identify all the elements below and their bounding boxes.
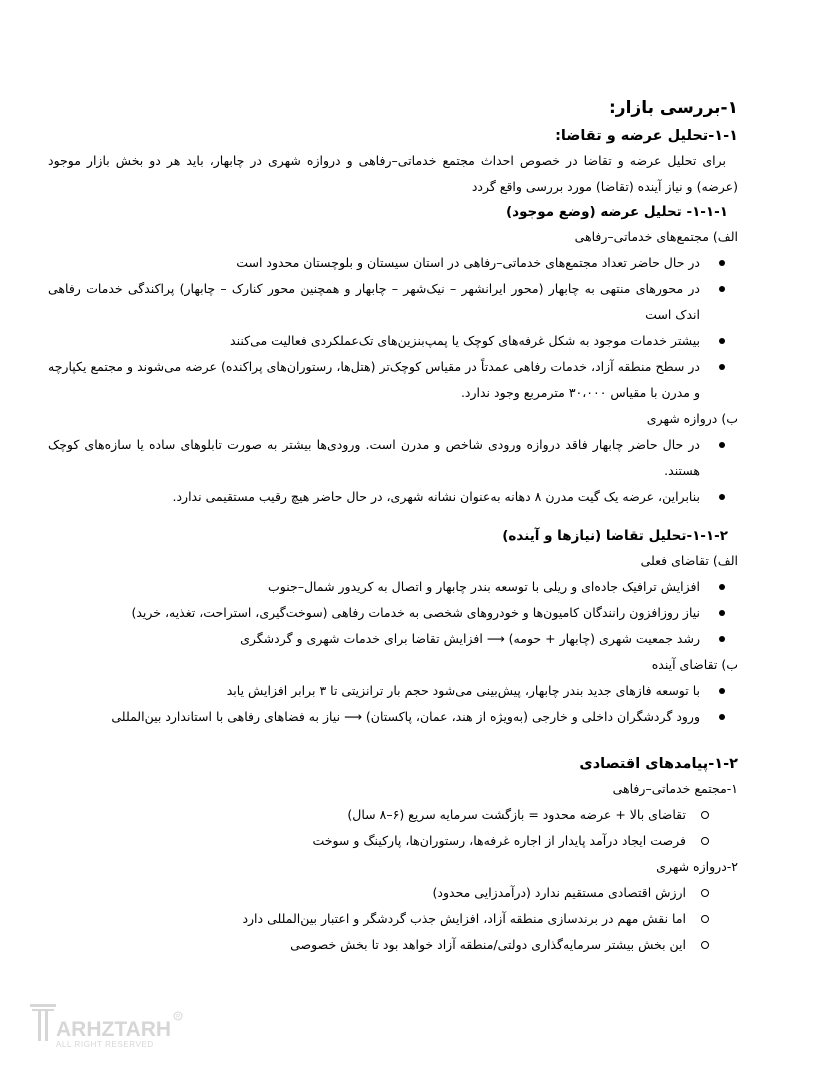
- subsection-label-future-demand: ب) تقاضای آینده: [651, 657, 738, 672]
- watermark-brand: ARHZTARH: [56, 1018, 172, 1041]
- list-item: با توسعه فازهای جدید بندر چابهار، پیش‌بینی می‌شود حجم بار ترانزیتی تا ۳ برابر افزایش یابد: [48, 678, 708, 704]
- tarhztarh-logo-icon: [28, 1000, 188, 1052]
- document-body: [48, 96, 738, 958]
- list-item: اما نقش مهم در برندسازی منطقه آزاد، افزایش جذب گردشگر و اعتبار بین‌المللی دارد: [48, 906, 686, 932]
- list-item: افزایش ترافیک جاده‌ای و ریلی با توسعه بندر چابهار و اتصال به کریدور شمال–جنوب: [48, 574, 708, 600]
- list-item: در سطح منطقه آزاد، خدمات رفاهی عمدتاً در مقیاس کوچک‌تر (هتل‌ها، رستوران‌های پراکنده) عرضه می‌شوند و مجتمع یکپارچه و مدرن با مقیاس ۳۰،۰۰۰ مترمربع وجود ندارد.: [48, 354, 708, 406]
- section-title-supply-analysis: ۱-۱-۱- تحلیل عرضه (وضع موجود): [505, 204, 728, 220]
- list-item: در حال حاضر تعداد مجتمع‌های خدماتی–رفاهی در استان سیستان و بلوچستان محدود است: [48, 250, 708, 276]
- future-demand-list: [48, 678, 738, 730]
- list-item: نیاز روزافزون رانندگان کامیون‌ها و خودروهای شخصی به خدمات رفاهی (سوخت‌گیری، استراحت، تغذیه، خرید): [48, 600, 708, 626]
- list-item: ورود گردشگران داخلی و خارجی (به‌ویژه از هند، عمان، پاکستان) ⟶ نیاز به فضاهای رفاهی با استاندارد بین‌المللی: [48, 704, 708, 730]
- watermark-tagline: ALL RIGHT RESERVED: [56, 1040, 154, 1049]
- subsection-label-service-complex: ۱-مجتمع خدماتی–رفاهی: [612, 781, 738, 796]
- list-item: در حال حاضر چابهار فاقد دروازه ورودی شاخص و مدرن است. ورودی‌ها بیشتر به صورت تابلوهای ساده یا سازه‌های کوچک هستند.: [48, 432, 708, 484]
- subsection-label-complexes: الف) مجتمع‌های خدماتی–رفاهی: [574, 229, 738, 244]
- section-title-market-review: ۱-بررسی بازار:: [609, 98, 738, 118]
- section-title-supply-demand: ۱-۱-تحلیل عرضه و تقاضا:: [555, 128, 738, 144]
- section-title-demand-analysis: ۱-۱-۲-تحلیل تقاضا (نیازها و آینده): [502, 528, 728, 544]
- economic-complex-list: [48, 802, 738, 854]
- list-item: ارزش اقتصادی مستقیم ندارد (درآمدزایی محدود): [48, 880, 686, 906]
- list-item: فرصت ایجاد درآمد پایدار از اجاره غرفه‌ها، رستوران‌ها، پارکینگ و سوخت: [48, 828, 686, 854]
- list-item: در محورهای منتهی به چابهار (محور ایرانشهر – نیک‌شهر – چابهار و همچنین محور کنارک – چابهار) پراکندگی خدمات رفاهی اندک است: [48, 276, 708, 328]
- list-item: بنابراین، عرضه یک گیت مدرن ۸ دهانه به‌عنوان نشانه شهری، در حال حاضر هیچ رقیب مستقیمی ندارد.: [48, 484, 708, 510]
- svg-text:R: R: [176, 1014, 181, 1021]
- subsection-label-current-demand: الف) تقاضای فعلی: [640, 553, 738, 568]
- section-title-economic-consequences: ۱-۲-پیامدهای اقتصادی: [579, 756, 738, 772]
- subsection-label-urban-gate: ۲-دروازه شهری: [656, 859, 738, 874]
- economic-gate-list: [48, 880, 738, 958]
- current-demand-list: [48, 574, 738, 652]
- list-item: تقاضای بالا + عرضه محدود = بازگشت سرمایه سریع (۶–۸ سال): [48, 802, 686, 828]
- supply-complexes-list: [48, 250, 738, 406]
- supply-gate-list: [48, 432, 738, 510]
- list-item: رشد جمعیت شهری (چابهار + حومه) ⟶ افزایش تقاضا برای خدمات شهری و گردشگری: [48, 626, 708, 652]
- intro-paragraph: برای تحلیل عرضه و تقاضا در خصوص احداث مجتمع خدماتی–رفاهی و دروازه شهری در چابهار، باید هر دو بخش بازار موجود (عرضه) و نیاز آینده (تقاضا) مورد بررسی واقع گردد: [48, 153, 738, 194]
- list-item: بیشتر خدمات موجود به شکل غرفه‌های کوچک یا پمپ‌بنزین‌های تک‌عملکردی فعالیت می‌کنند: [48, 328, 708, 354]
- watermark-logo: [28, 1000, 188, 1052]
- subsection-label-city-gate: ب) دروازه شهری: [646, 411, 738, 426]
- list-item: این بخش بیشتر سرمایه‌گذاری دولتی/منطقه آزاد خواهد بود تا بخش خصوصی: [48, 932, 686, 958]
